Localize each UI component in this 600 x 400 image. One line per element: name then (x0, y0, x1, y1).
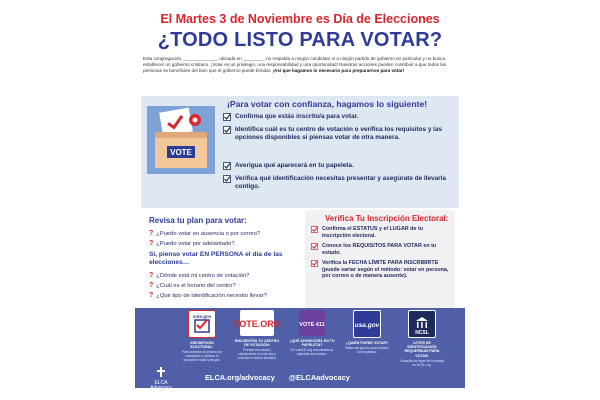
ncsl-building-icon (409, 311, 435, 337)
resource-label: INSCRIPCIÓN ELECTORAL: (190, 341, 214, 350)
resource-label: ENCUENTRA TU CENTRO DE VOTACIÓN: (234, 339, 280, 348)
footer-url[interactable]: ELCA.org/advocacy (205, 373, 275, 382)
vote411-logo (299, 310, 325, 336)
header-title: ¿TODO LISTO PARA VOTAR? (157, 29, 443, 51)
ballot-box-illustration (147, 106, 215, 174)
elca-name: ELCA (154, 379, 168, 386)
vote-org-wordmark (233, 310, 281, 336)
checkbox-icon (311, 260, 318, 267)
intro-bold: ¡Así que hagamos lo necesario para prepararnos para votar! (272, 68, 405, 74)
ncsl-logo (408, 310, 436, 338)
checklist-text: Verifica qué identificación necesitas presentar y asegúrate de llevarla contigo. (235, 175, 446, 190)
plan-title: Revisa tu plan para votar: (149, 216, 247, 225)
question-mark-icon: ? (149, 292, 154, 299)
checkbox-icon (311, 226, 318, 233)
plan-question (149, 282, 297, 290)
resource-label: ¿QUIÉN PUEDE VOTAR? (345, 341, 389, 345)
vote411-wordmark (299, 310, 325, 336)
checklist-title: ¡Para votar con confianza, hagamos lo siguiente! (227, 99, 428, 109)
plan-question-text: ¿Dónde está mi centro de votación? (156, 273, 250, 279)
checklist-text: Identifica cuál es tu centro de votación o verifica los requisitos y las opciones disponibles si piensas votar de otra manera. (235, 126, 443, 141)
elca-logo (141, 366, 181, 392)
checklist-text: Confirma que estás inscrito/a para votar. (235, 113, 359, 120)
resource-usa-gov (344, 310, 390, 355)
elca-subname: Advocacy (150, 385, 172, 392)
ballot-box-icon (147, 106, 215, 174)
plan-question (149, 292, 297, 300)
plan-question-text: ¿Puedo votar en ausencia o por correo? (156, 231, 261, 237)
registration-text: Confirma el ESTATUS y el LUGAR de tu inscripción electoral. (322, 226, 424, 239)
vote-org-logo (233, 310, 281, 336)
flyer (135, 10, 465, 392)
resource-label: ¿QUÉ APARECERÁ EN TU PAPELETA? (289, 339, 335, 348)
plan-subtitle: Si, pienso votar EN PERSONA el día de las elecciones… (149, 251, 283, 266)
checkbox-icon (311, 243, 318, 250)
ballot-check-icon (189, 311, 215, 337)
usa-gov-logo (353, 310, 381, 338)
vote-org-logo-text: VOTE.ORG (233, 319, 281, 329)
registration-title: Verifica Tu Inscripción Electoral: (325, 214, 449, 223)
plan-question-text: ¿Puedo votar por adelantado? (156, 241, 235, 247)
question-mark-icon: ? (149, 272, 154, 279)
question-mark-icon: ? (149, 282, 154, 289)
resource-label: LEYES DE IDENTIFICACIÓN REQUERIDAS PARA VOTAR: (404, 341, 440, 358)
registration-text: Verifica la FECHA LÍMITE PARA INSCRIBIRTE (puede variar según el método: votar en persona, por correo o de manera ausente). (322, 260, 449, 279)
question-mark-icon: ? (149, 230, 154, 237)
ncsl-logo-text: NCSL (415, 330, 429, 336)
registration-text: Conoce los REQUISITOS PARA VOTAR en tu estado. (322, 243, 437, 256)
usa-gov-wordmark (354, 311, 380, 337)
question-mark-icon: ? (149, 240, 154, 247)
checklist-text: Averigua qué aparecerá en tu papeleta. (235, 162, 354, 169)
resource-desc: Visita usa.gov/es para conocer los requisitos. (345, 346, 389, 354)
voting-plan-section (149, 216, 299, 299)
intro-paragraph (143, 56, 459, 75)
plan-question (149, 272, 297, 280)
resource-vote-org (234, 310, 280, 361)
footer-handle[interactable]: @ELCAadvocacy (288, 373, 350, 382)
resource-ncsl (399, 310, 445, 367)
vote-gov-logo-text: vote.gov (192, 314, 212, 319)
registration-section (305, 210, 455, 310)
resource-vote-gov (179, 310, 225, 363)
vote-gov-logo (188, 310, 216, 338)
usa-gov-logo-text: usa.gov (354, 322, 380, 329)
resource-desc: Puedes encontrarlo rápidamente en vote.org o consulta tu oficina electoral. (237, 348, 277, 360)
plan-question-text: ¿Cuál es el horario del centro? (156, 283, 236, 289)
checkbox-icon (223, 175, 231, 183)
vote-box-label: VOTE (170, 148, 192, 157)
plan-question (149, 230, 297, 238)
vote411-logo-text: VOTE 411 (299, 322, 325, 328)
resource-desc: Consulta las leyes de tu estado en NCSL.org. (399, 358, 445, 367)
header-date: El Martes 3 de Noviembre es Día de Elecciones (160, 12, 440, 26)
cross-icon (155, 366, 167, 378)
checkbox-icon (223, 113, 231, 121)
footer-links (205, 373, 364, 382)
resource-desc: Para conectar al proceso de inscripción o verificar tu inscripción visita vote.gov. (182, 350, 222, 362)
resource-desc: En vote411.org encontrarás tu papeleta de muestra. (290, 348, 334, 357)
plan-question (149, 240, 297, 248)
plan-question-text: ¿Qué tipo de identificación necesito llevar? (156, 293, 267, 299)
resource-vote411 (289, 310, 335, 357)
checkbox-icon (223, 162, 231, 170)
intro-text: Esta congregación, _____________, ubicada en ________, no respalda a ningún candidato ni a ningún partido de gobierno en particular y no busca establecer un gobierno cristiano. ¡Votar es un privilegio, una responsabilidad y una oportunidad! Nuestras acciones pueden contribuir a que todos las personas se beneficien del bien que el gobierno puede brindar. (143, 56, 447, 74)
checkbox-icon (223, 126, 231, 134)
